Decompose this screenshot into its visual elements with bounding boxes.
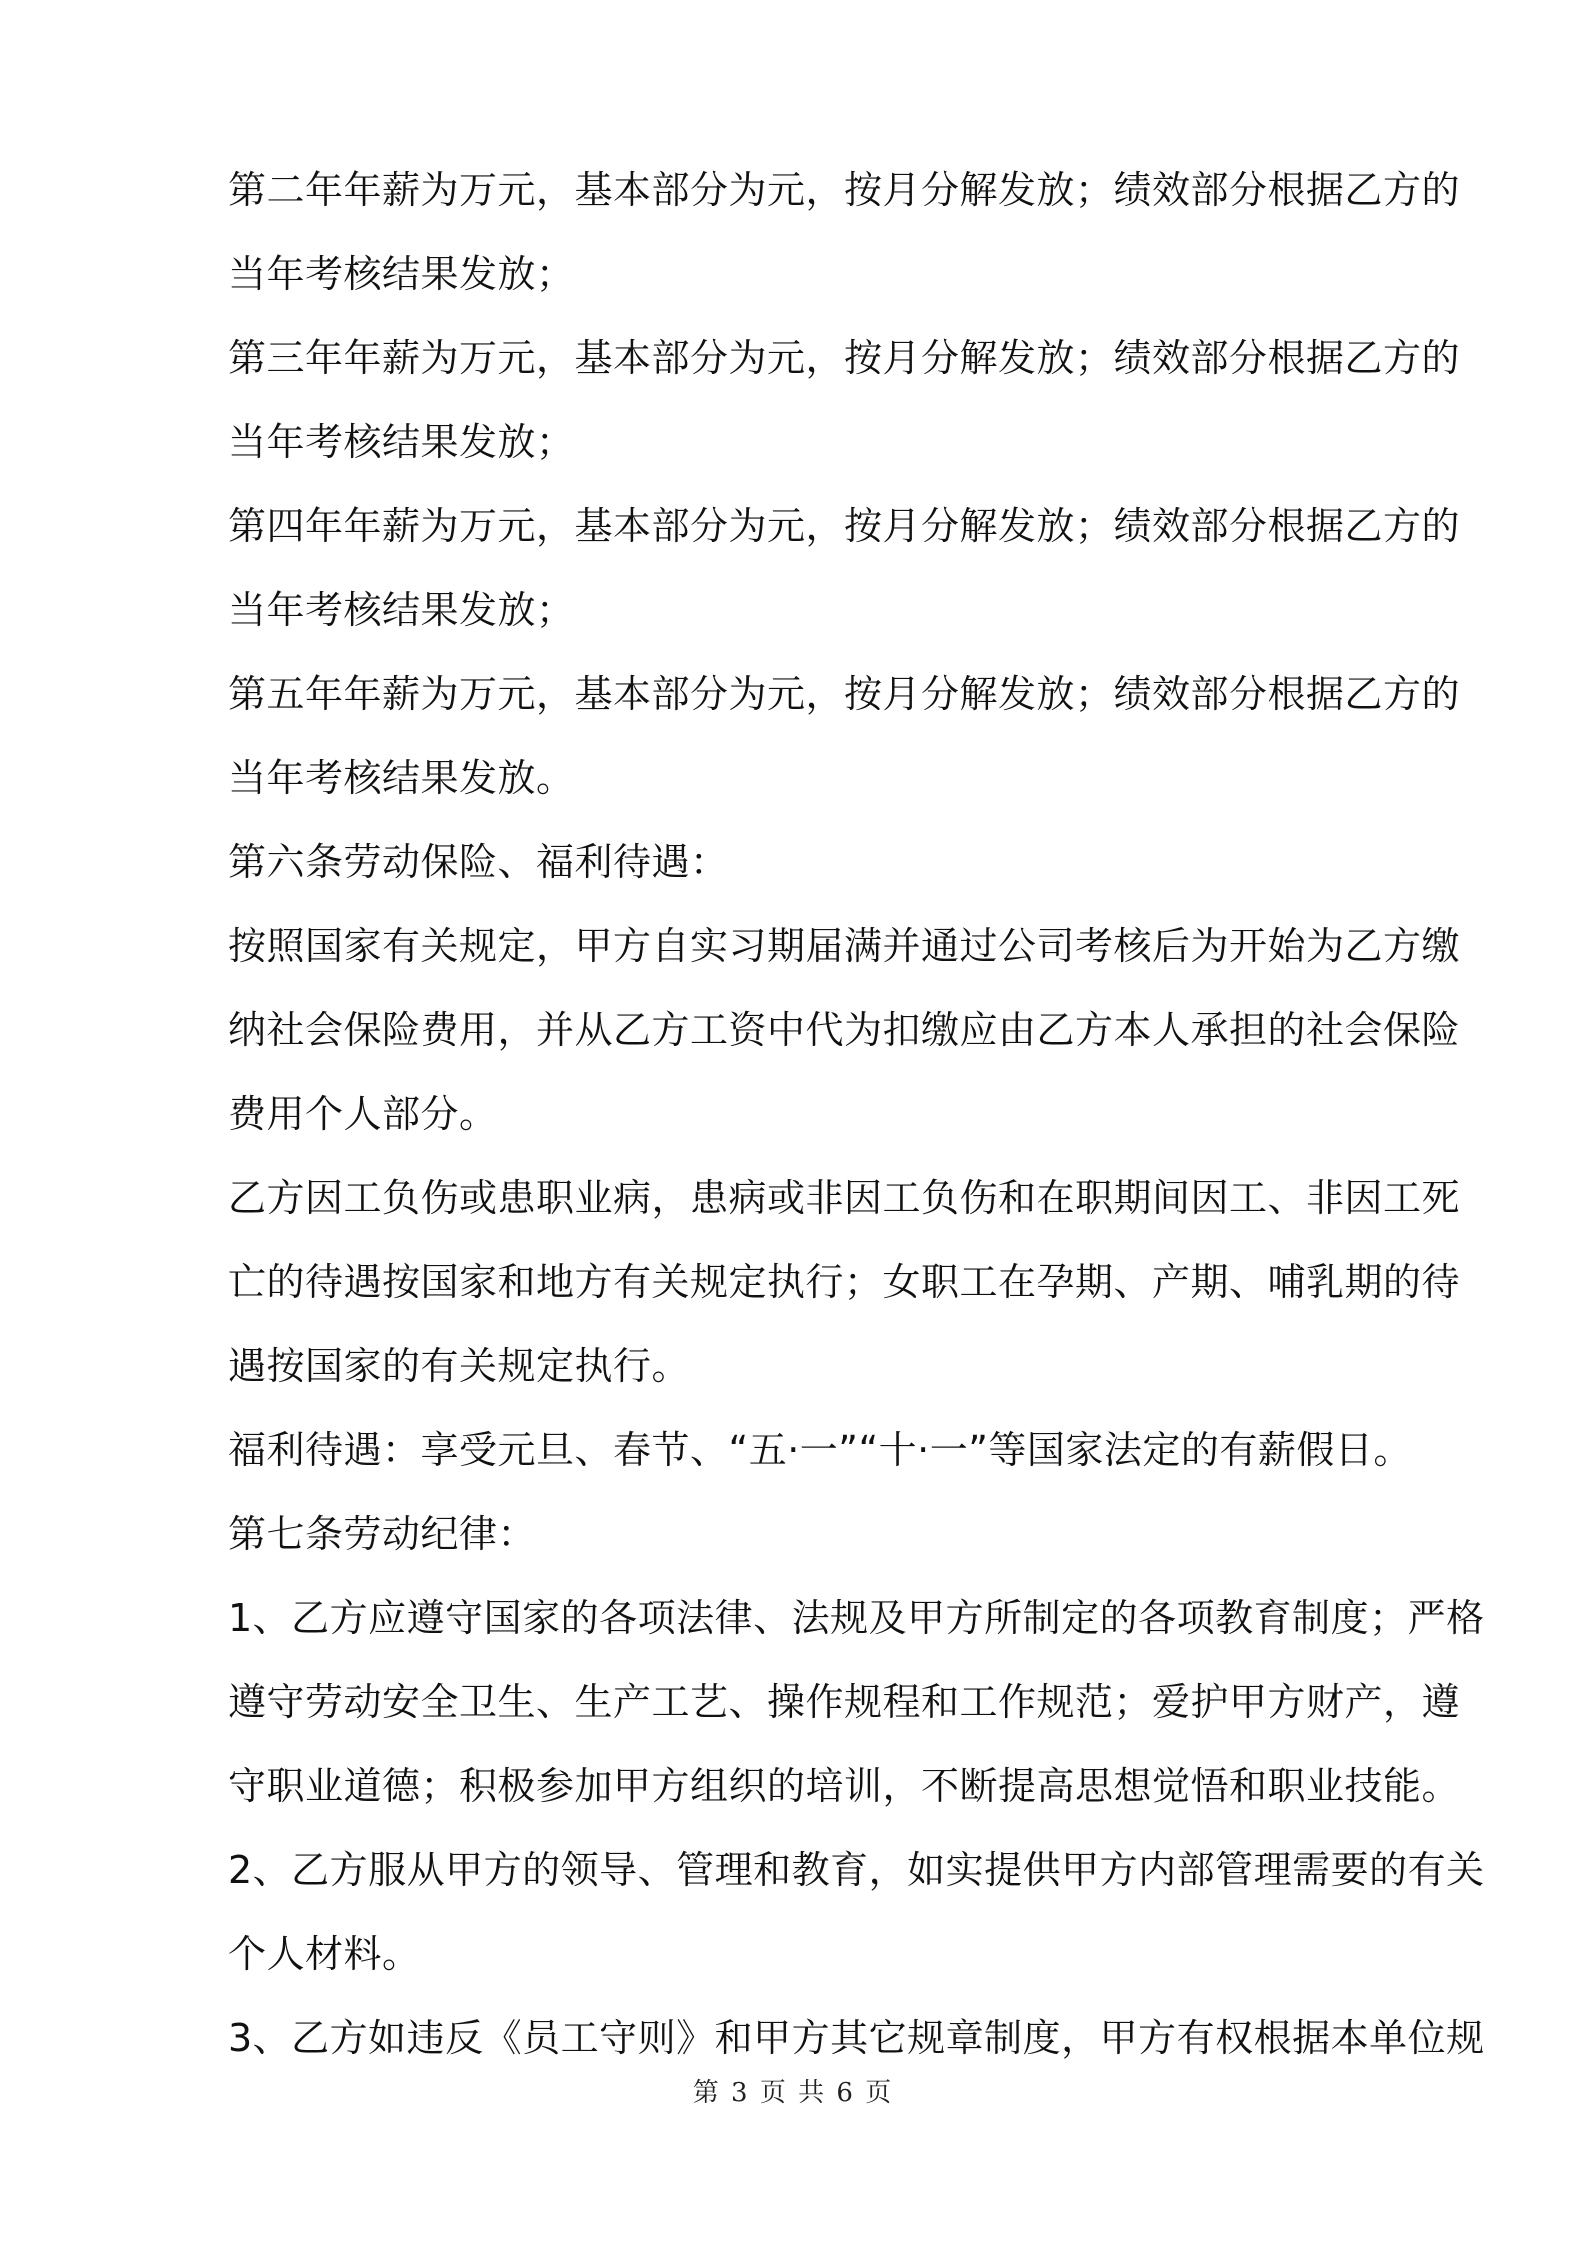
text-line: 守职业道德；积极参加甲方组织的培训，不断提高思想觉悟和职业技能。 — [228, 1764, 1461, 1808]
text-line: 当年考核结果发放； — [228, 252, 575, 296]
text-line: 当年考核结果发放； — [228, 588, 575, 632]
text-line: 按照国家有关规定，甲方自实习期届满并通过公司考核后为开始为乙方缴 — [228, 924, 1461, 968]
text-line: 3、乙方如违反《员工守则》和甲方其它规章制度，甲方有权根据本单位规 — [228, 2016, 1485, 2060]
text-line: 费用个人部分。 — [228, 1092, 498, 1136]
text-line: 纳社会保险费用，并从乙方工资中代为扣缴应由乙方本人承担的社会保险 — [228, 1008, 1461, 1052]
text-line: 第二年年薪为万元，基本部分为元，按月分解发放；绩效部分根据乙方的 — [228, 168, 1461, 212]
page-number-footer: 第 3 页 共 6 页 — [692, 2078, 894, 2108]
text-line: 第五年年薪为万元，基本部分为元，按月分解发放；绩效部分根据乙方的 — [228, 672, 1461, 716]
text-line: 福利待遇：享受元旦、春节、“五·一”“十·一”等国家法定的有薪假日。 — [228, 1428, 1412, 1472]
text-line: 遇按国家的有关规定执行。 — [228, 1344, 691, 1388]
text-line: 第三年年薪为万元，基本部分为元，按月分解发放；绩效部分根据乙方的 — [228, 336, 1461, 380]
text-line: 当年考核结果发放。 — [228, 756, 575, 800]
text-line: 个人材料。 — [228, 1932, 421, 1976]
text-line: 当年考核结果发放； — [228, 420, 575, 464]
section-heading: 第七条劳动纪律： — [228, 1512, 537, 1556]
text-line: 2、乙方服从甲方的领导、管理和教育，如实提供甲方内部管理需要的有关 — [228, 1848, 1485, 1892]
text-line: 遵守劳动安全卫生、生产工艺、操作规程和工作规范；爱护甲方财产，遵 — [228, 1680, 1461, 1724]
text-line: 乙方因工负伤或患职业病，患病或非因工负伤和在职期间因工、非因工死 — [228, 1176, 1461, 1220]
document-body — [228, 148, 1485, 2080]
text-line: 亡的待遇按国家和地方有关规定执行；女职工在孕期、产期、哺乳期的待 — [228, 1260, 1461, 1304]
text-line: 第四年年薪为万元，基本部分为元，按月分解发放；绩效部分根据乙方的 — [228, 504, 1461, 548]
text-line: 1、乙方应遵守国家的各项法律、法规及甲方所制定的各项教育制度；严格 — [228, 1596, 1485, 1640]
section-heading: 第六条劳动保险、福利待遇： — [228, 840, 729, 884]
